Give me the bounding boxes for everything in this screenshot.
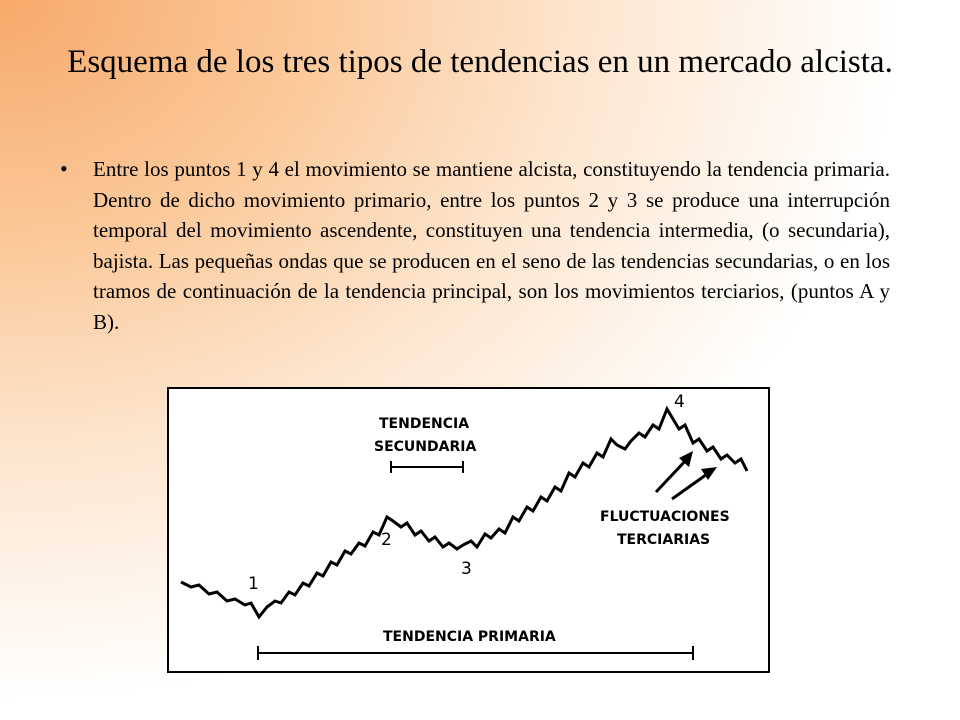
bullet-item	[60, 154, 890, 337]
slide-title: Esquema de los tres tipos de tendencias en un mercado alcista.	[67, 44, 893, 80]
trend-diagram-canvas	[169, 389, 772, 675]
bullet-marker: •	[60, 156, 68, 181]
label-fluct-line2: TERCIARIAS	[617, 532, 711, 548]
point-4-label: 4	[674, 392, 685, 412]
terciarias-arrows	[656, 451, 717, 499]
point-2-label: 2	[381, 530, 392, 550]
label-primaria: TENDENCIA PRIMARIA	[383, 629, 556, 645]
primaria-bracket	[258, 646, 693, 660]
label-secundaria-line1: TENDENCIA	[379, 416, 470, 432]
point-1-label: 1	[248, 574, 259, 594]
secundaria-bracket	[391, 461, 463, 473]
label-secundaria-line2: SECUNDARIA	[374, 439, 477, 455]
point-3-label: 3	[461, 559, 472, 579]
trend-diagram	[167, 387, 770, 673]
bullet-text: Entre los puntos 1 y 4 el movimiento se mantiene alcista, constituyendo la tendencia primaria. Dentro de dicho movimiento primario, entre los puntos 2 y 3 se produce una interrupción temporal del movimiento ascendente, constituyen una tendencia intermedia, (o secundaria), bajista. Las pequeñas ondas que se producen en el seno de las tendencias secundarias, o en los tramos de continuación de la tendencia principal, son los movimientos terciarios, (puntos A y B).	[93, 157, 890, 334]
label-fluct-line1: FLUCTUACIONES	[600, 509, 730, 525]
